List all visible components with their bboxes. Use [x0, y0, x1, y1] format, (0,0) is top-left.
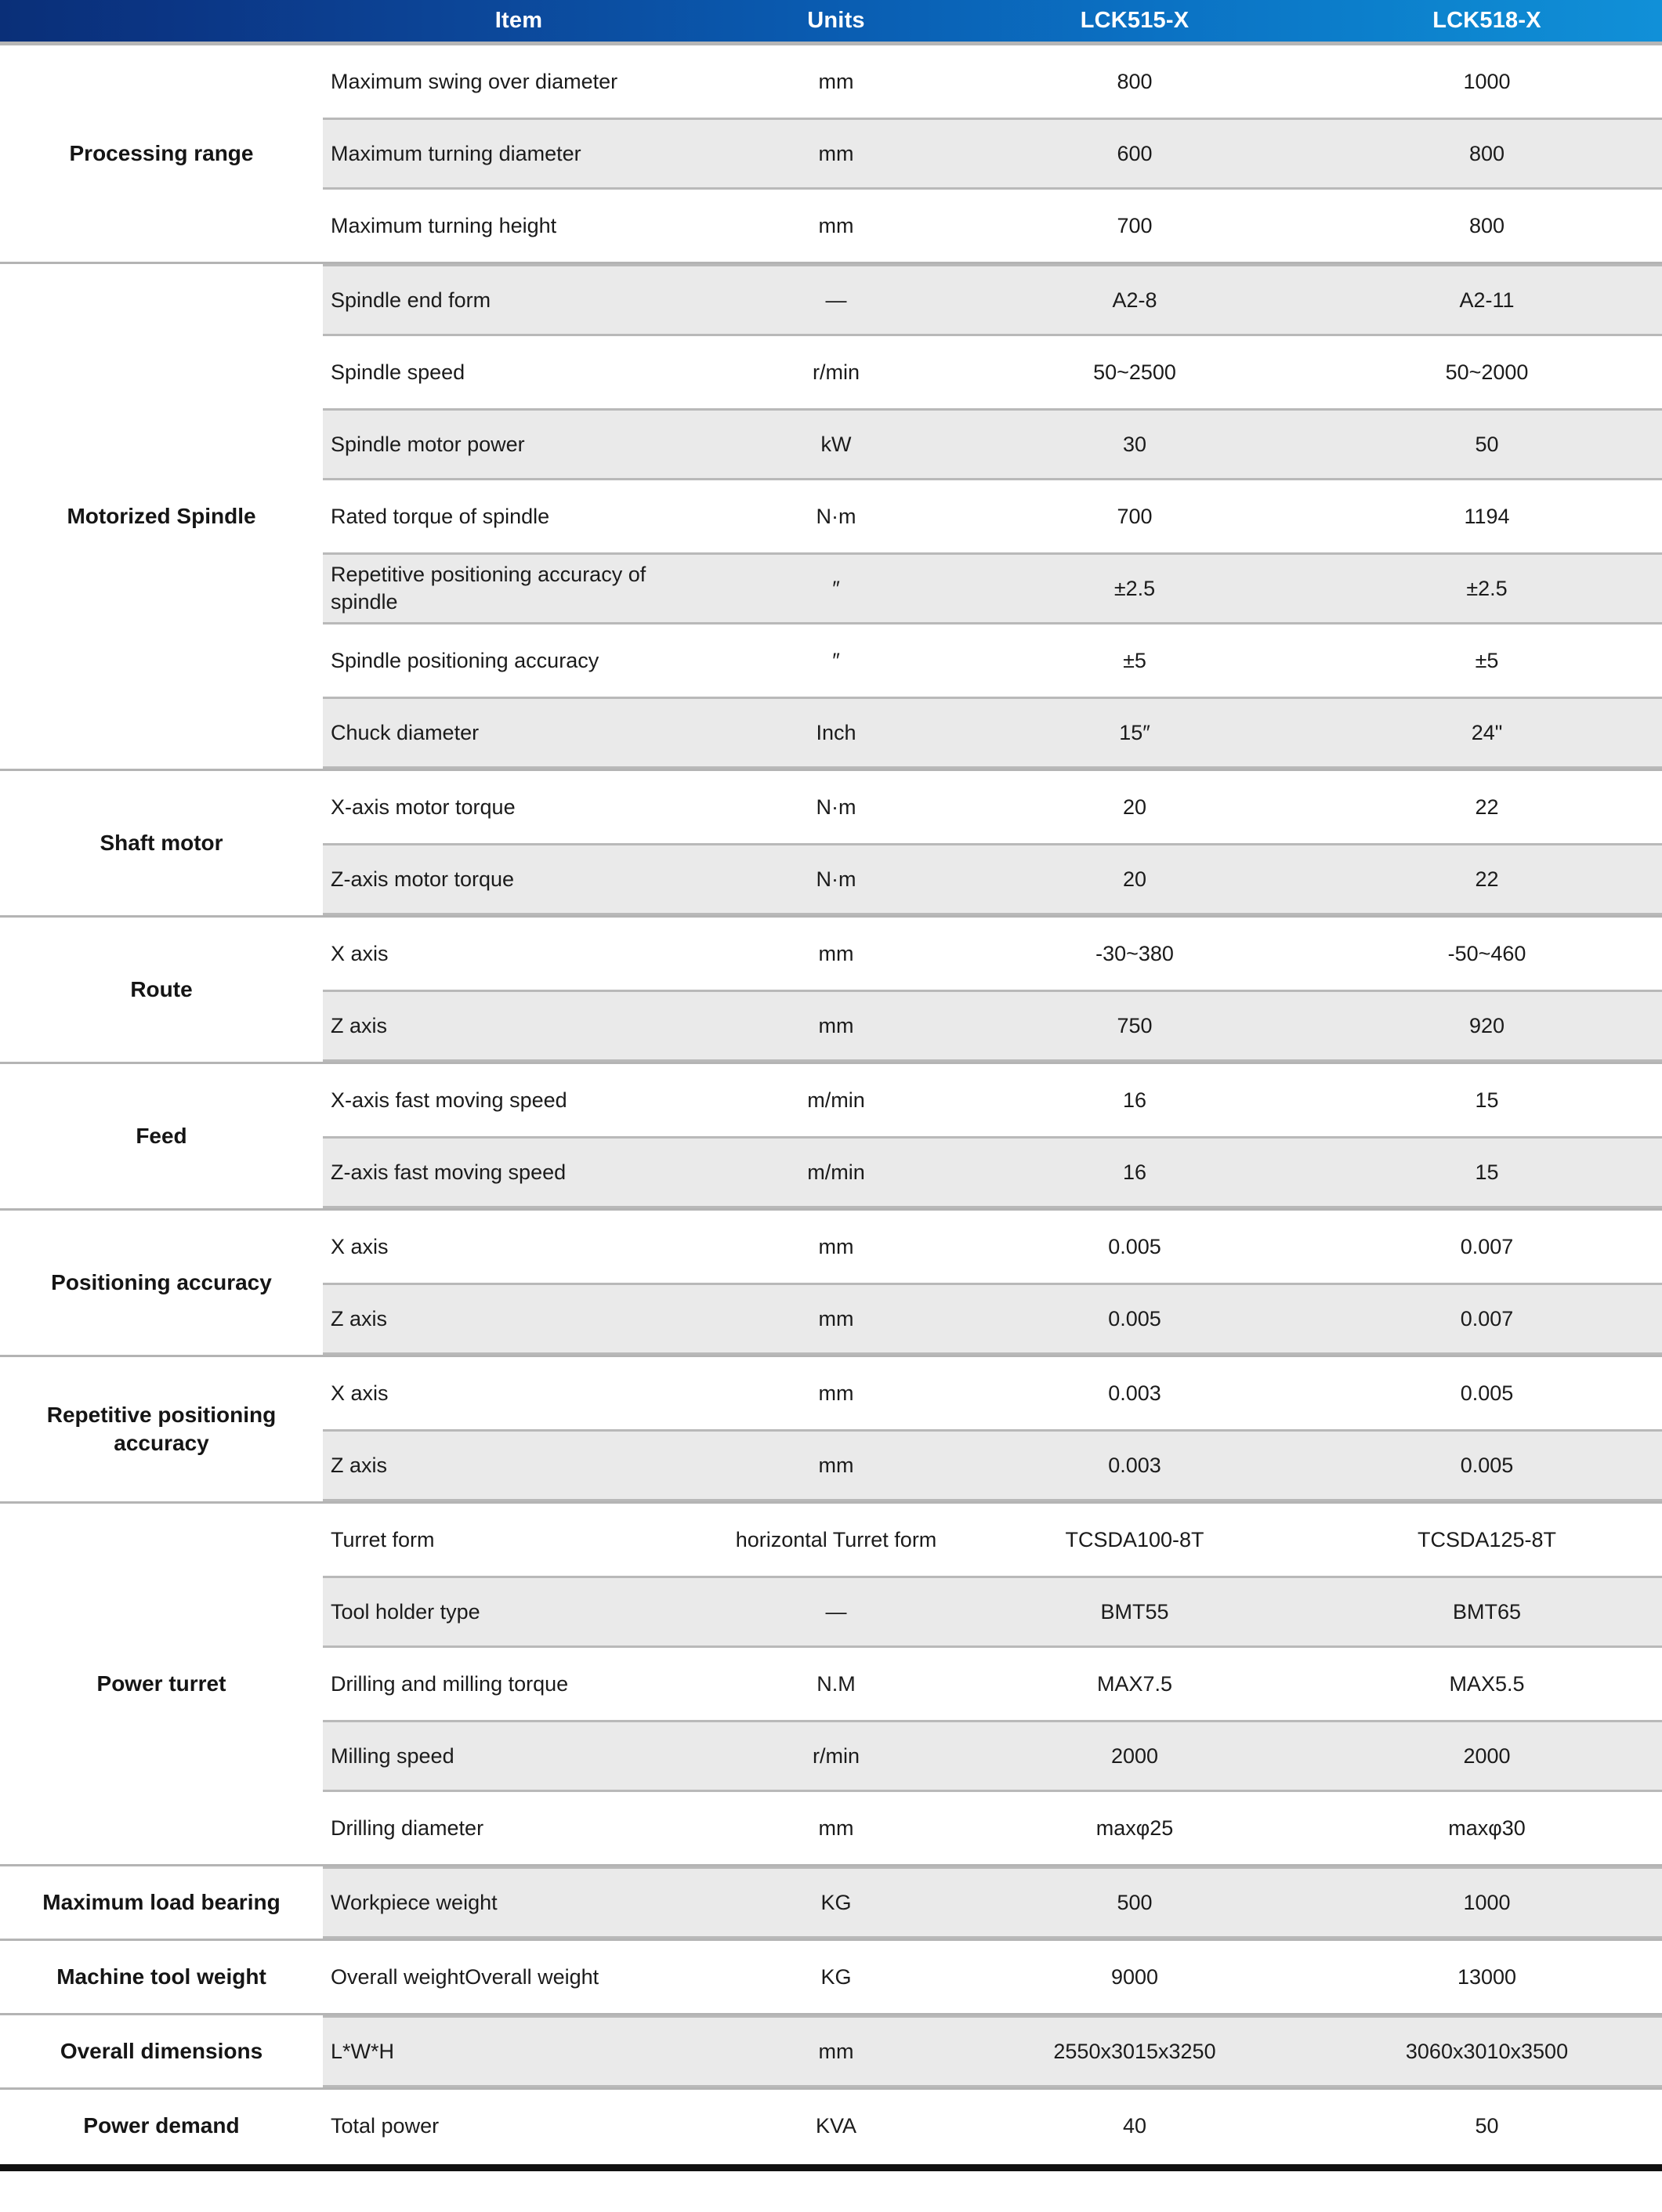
group-label: Positioning accuracy [0, 1211, 323, 1355]
item-cell: Spindle positioning accuracy [331, 648, 599, 672]
lck515x-cell: 30 [1122, 432, 1147, 456]
lck515x-cell: A2-8 [1112, 288, 1157, 312]
lck515x-cell: 50~2500 [1093, 360, 1176, 384]
item-cell: Rated torque of spindle [331, 504, 550, 528]
lck518x-cell: ±2.5 [1466, 576, 1508, 600]
lck518x-cell: 24" [1471, 720, 1503, 744]
lck518x-cell: 15 [1475, 1088, 1499, 1112]
table-row [323, 45, 1662, 118]
item-cell: X axis [331, 1234, 389, 1258]
spec-group [0, 1208, 1662, 1355]
table-tail-space [0, 2171, 1662, 2212]
group-label: Motorized Spindle [0, 264, 323, 769]
table-row [323, 771, 1662, 843]
units-cell: N.M [817, 1671, 856, 1696]
units-cell: mm [818, 1453, 854, 1477]
lck518x-cell: TCSDA125-8T [1417, 1527, 1557, 1551]
item-cell: Total power [331, 2113, 440, 2138]
lck518x-cell: -50~460 [1447, 941, 1526, 965]
units-cell: horizontal Turret form [735, 1527, 937, 1551]
group-rows [323, 1504, 1662, 1864]
group-rows [323, 918, 1662, 1062]
lck518x-cell: 22 [1475, 795, 1499, 819]
lck515x-cell: 0.005 [1108, 1306, 1161, 1330]
group-label: Feed [0, 1064, 323, 1208]
table-row [323, 843, 1662, 915]
units-cell: mm [818, 1306, 854, 1330]
table-row [323, 1064, 1662, 1136]
group-rows [323, 1064, 1662, 1208]
lck518x-cell: 2000 [1463, 1743, 1511, 1768]
lck518x-cell: 800 [1468, 141, 1505, 165]
table-row [323, 625, 1662, 697]
group-rows [323, 1941, 1662, 2013]
group-label: Maximum load bearing [0, 1866, 323, 1939]
item-cell: L*W*H [331, 2039, 395, 2063]
lck518x-cell: 1194 [1464, 504, 1510, 528]
lck515x-cell: 20 [1122, 795, 1147, 819]
spec-group [0, 2087, 1662, 2162]
units-cell: — [825, 288, 847, 312]
table-row [323, 190, 1662, 262]
units-cell: mm [818, 941, 854, 965]
table-row [323, 264, 1662, 336]
item-cell: X axis [331, 1381, 389, 1405]
lck518x-cell: MAX5.5 [1449, 1671, 1525, 1696]
lck518x-cell: ±5 [1475, 648, 1499, 672]
group-rows [323, 1211, 1662, 1355]
lck518x-cell: 15 [1475, 1160, 1499, 1184]
lck518x-cell: BMT65 [1452, 1599, 1522, 1624]
lck518x-cell: 1000 [1463, 1890, 1511, 1914]
lck515x-cell: TCSDA100-8T [1065, 1527, 1204, 1551]
header-cell-units: Units [807, 8, 865, 33]
spec-group [0, 1864, 1662, 1939]
lck515x-cell: 40 [1122, 2113, 1147, 2138]
units-cell: mm [818, 141, 854, 165]
table-row [323, 1720, 1662, 1792]
table-row [323, 990, 1662, 1062]
item-cell: Drilling diameter [331, 1816, 484, 1840]
item-cell: X-axis motor torque [331, 795, 516, 819]
lck518x-cell: 50~2000 [1445, 360, 1529, 384]
group-rows [323, 1866, 1662, 1939]
spec-group [0, 1939, 1662, 2013]
units-cell: mm [818, 1013, 854, 1037]
item-cell: Maximum turning height [331, 213, 557, 237]
item-cell: Chuck diameter [331, 720, 480, 744]
item-cell: Z axis [331, 1013, 388, 1037]
units-cell: N·m [816, 795, 856, 819]
lck515x-cell: 15″ [1119, 720, 1150, 744]
lck518x-cell: 0.007 [1460, 1306, 1514, 1330]
item-cell: X-axis fast moving speed [331, 1088, 567, 1112]
units-cell: KG [820, 1890, 852, 1914]
item-cell: Maximum turning diameter [331, 141, 581, 165]
lck515x-cell: 500 [1117, 1890, 1153, 1914]
item-cell: Turret form [331, 1527, 435, 1551]
table-row [323, 1357, 1662, 1429]
group-rows [323, 45, 1662, 262]
units-cell: N·m [816, 504, 856, 528]
spec-group [0, 1062, 1662, 1208]
lck515x-cell: MAX7.5 [1096, 1671, 1173, 1696]
lck515x-cell: maxφ25 [1095, 1816, 1174, 1840]
lck515x-cell: 700 [1117, 504, 1153, 528]
units-cell: kW [820, 432, 852, 456]
group-label: Shaft motor [0, 771, 323, 915]
lck518x-cell: 50 [1475, 2113, 1499, 2138]
lck518x-cell: 1000 [1463, 69, 1511, 93]
group-label: Route [0, 918, 323, 1062]
item-cell: Z axis [331, 1453, 388, 1477]
lck515x-cell: 16 [1122, 1088, 1147, 1112]
header-cell-lck518x: LCK518-X [1432, 8, 1541, 33]
lck515x-cell: 0.003 [1108, 1453, 1161, 1477]
group-label: Power turret [0, 1504, 323, 1864]
table-row [323, 2090, 1662, 2162]
units-cell: ″ [832, 648, 840, 672]
units-cell: KG [820, 1964, 852, 1989]
table-row [323, 552, 1662, 625]
table-row [323, 408, 1662, 480]
group-label: Processing range [0, 45, 323, 262]
spec-group [0, 769, 1662, 915]
item-cell: Spindle motor power [331, 432, 525, 456]
item-cell: Z-axis fast moving speed [331, 1160, 567, 1184]
group-rows [323, 771, 1662, 915]
item-cell: Milling speed [331, 1743, 454, 1768]
units-cell: m/min [807, 1088, 865, 1112]
units-cell: mm [818, 1234, 854, 1258]
table-row [323, 1941, 1662, 2013]
lck515x-cell: 0.003 [1108, 1381, 1161, 1405]
spec-group [0, 45, 1662, 262]
table-row [323, 336, 1662, 408]
group-label: Repetitive positioning accuracy [0, 1357, 323, 1501]
item-cell: Z axis [331, 1306, 388, 1330]
item-cell: Maximum swing over diameter [331, 69, 618, 93]
item-cell: X axis [331, 941, 389, 965]
lck515x-cell: ±2.5 [1113, 576, 1156, 600]
lck515x-cell: 20 [1122, 867, 1147, 891]
lck518x-cell: 22 [1475, 867, 1499, 891]
table-header-row [0, 0, 1662, 42]
group-rows [323, 2015, 1662, 2087]
group-label: Power demand [0, 2090, 323, 2162]
units-cell: r/min [813, 1743, 860, 1768]
lck518x-cell: 3060x3010x3500 [1405, 2039, 1569, 2063]
lck518x-cell: 0.007 [1460, 1234, 1514, 1258]
table-row [323, 918, 1662, 990]
units-cell: mm [818, 1816, 854, 1840]
item-cell: Drilling and milling torque [331, 1671, 569, 1696]
units-cell: mm [818, 1381, 854, 1405]
lck518x-cell: 920 [1468, 1013, 1505, 1037]
units-cell: m/min [807, 1160, 865, 1184]
table-row [323, 1576, 1662, 1648]
lck515x-cell: 800 [1117, 69, 1153, 93]
units-cell: KVA [815, 2113, 857, 2138]
header-cell-item: Item [494, 8, 543, 33]
lck515x-cell: 9000 [1110, 1964, 1159, 1989]
spec-group [0, 1355, 1662, 1501]
spec-group [0, 915, 1662, 1062]
lck515x-cell: 750 [1117, 1013, 1153, 1037]
table-row [323, 697, 1662, 769]
item-cell: Spindle end form [331, 288, 491, 312]
item-cell: Workpiece weight [331, 1890, 498, 1914]
group-label: Overall dimensions [0, 2015, 323, 2087]
units-cell: ″ [832, 576, 840, 600]
spec-group [0, 1501, 1662, 1864]
item-cell: Spindle speed [331, 360, 465, 384]
lck515x-cell: 700 [1117, 213, 1153, 237]
group-rows [323, 264, 1662, 769]
lck515x-cell: ±5 [1123, 648, 1146, 672]
table-row [323, 1283, 1662, 1355]
lck518x-cell: 0.005 [1460, 1381, 1514, 1405]
table-row [323, 1866, 1662, 1939]
units-cell: mm [818, 69, 854, 93]
lck518x-cell: 50 [1475, 432, 1499, 456]
units-cell: Inch [816, 720, 856, 744]
group-rows [323, 1357, 1662, 1501]
spec-group [0, 2013, 1662, 2087]
header-cell-lck515x: LCK515-X [1080, 8, 1189, 33]
table-bottom-rule [0, 2164, 1662, 2171]
lck515x-cell: 2000 [1110, 1743, 1159, 1768]
units-cell: mm [818, 2039, 854, 2063]
lck515x-cell: 2550x3015x3250 [1053, 2039, 1216, 2063]
group-label: Machine tool weight [0, 1941, 323, 2013]
item-cell: Z-axis motor torque [331, 867, 515, 891]
table-row [323, 1211, 1662, 1283]
lck518x-cell: maxφ30 [1448, 1816, 1526, 1840]
units-cell: — [825, 1599, 847, 1624]
lck515x-cell: 0.005 [1108, 1234, 1161, 1258]
item-cell: Repetitive positioning accuracy of spindle [331, 563, 646, 614]
lck515x-cell: 16 [1122, 1160, 1147, 1184]
units-cell: r/min [813, 360, 860, 384]
table-row [323, 1136, 1662, 1208]
group-rows [323, 2090, 1662, 2162]
units-cell: N·m [816, 867, 856, 891]
item-cell: Overall weightOverall weight [331, 1964, 599, 1989]
lck515x-cell: 600 [1117, 141, 1153, 165]
spec-group [0, 262, 1662, 769]
table-row [323, 2015, 1662, 2087]
table-row [323, 1429, 1662, 1501]
table-row [323, 1648, 1662, 1720]
lck518x-cell: A2-11 [1459, 288, 1515, 312]
lck515x-cell: BMT55 [1100, 1599, 1169, 1624]
lck518x-cell: 13000 [1457, 1964, 1517, 1989]
table-row [323, 480, 1662, 552]
table-row [323, 1792, 1662, 1864]
table-body [0, 45, 1662, 2162]
item-cell: Tool holder type [331, 1599, 480, 1624]
table-row [323, 1504, 1662, 1576]
lck518x-cell: 0.005 [1460, 1453, 1514, 1477]
lck515x-cell: -30~380 [1095, 941, 1174, 965]
units-cell: mm [818, 213, 854, 237]
lck518x-cell: 800 [1468, 213, 1505, 237]
table-row [323, 118, 1662, 190]
